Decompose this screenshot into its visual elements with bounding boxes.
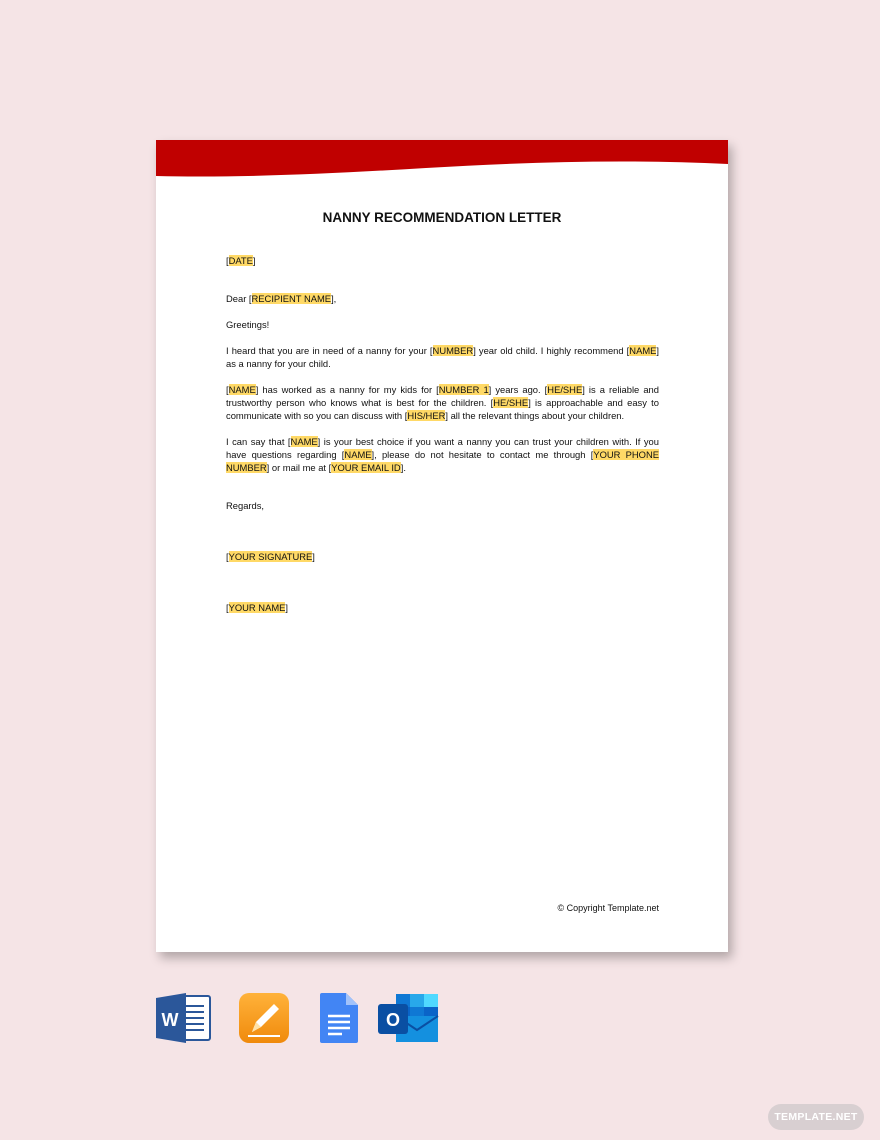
- outlook-letter: O: [385, 1010, 401, 1030]
- ms-word-icon[interactable]: [156, 992, 212, 1044]
- apple-pages-icon[interactable]: [238, 992, 290, 1044]
- ms-outlook-icon[interactable]: [378, 992, 440, 1044]
- name-placeholder: NAME: [629, 345, 657, 356]
- name-line: [YOUR NAME]: [226, 602, 288, 613]
- letter-page: [156, 140, 728, 952]
- heshe-placeholder: HE/SHE: [547, 384, 583, 395]
- heshe-placeholder: HE/SHE: [493, 397, 529, 408]
- greeting: Greetings!: [226, 319, 270, 330]
- name-placeholder: NAME: [344, 449, 372, 460]
- paragraph-1: I heard that you are in need of a nanny for your [NUMBER] year old child. I highly recommend [NAME] as a nanny for your child.: [226, 345, 659, 369]
- signature-placeholder: YOUR SIGNATURE: [228, 551, 313, 562]
- watermark-badge: TEMPLATE.NET: [768, 1104, 864, 1130]
- name-placeholder: NAME: [290, 436, 318, 447]
- letter-title: NANNY RECOMMENDATION LETTER: [322, 210, 562, 225]
- paragraph-3: I can say that [NAME] is your best choice if you want a nanny you can trust your children with. If you have questions regarding [NAME], please do not hesitate to contact me through [YOUR PHONE NUMBER] or mail me at [YOUR EMAIL ID].: [226, 436, 659, 473]
- google-docs-icon[interactable]: [318, 992, 360, 1044]
- date-placeholder: DATE: [228, 255, 253, 266]
- salutation: Dear [RECIPIENT NAME],: [226, 293, 337, 304]
- red-wave-banner: [156, 140, 728, 180]
- date-line: [DATE]: [226, 255, 256, 266]
- paragraph-2: [NAME] has worked as a nanny for my kids for [NUMBER 1] years ago. [HE/SHE] is a reliable and trustworthy person who knows what is best for the children. [HE/SHE] is approachable and easy to communicate with so you can discuss with [HIS/HER] all the relevant things about your children.: [226, 384, 659, 421]
- word-letter: W: [161, 1010, 179, 1030]
- your-name-placeholder: YOUR NAME: [228, 602, 286, 613]
- recipient-placeholder: RECIPIENT NAME: [251, 293, 332, 304]
- copyright-text: © Copyright Template.net: [557, 903, 659, 913]
- number-placeholder: NUMBER: [432, 345, 474, 356]
- hisher-placeholder: HIS/HER: [407, 410, 446, 421]
- signature-line: [YOUR SIGNATURE]: [226, 551, 315, 562]
- email-placeholder: YOUR EMAIL ID: [331, 462, 401, 473]
- phone-placeholder: YOUR PHONE NUMBER: [226, 449, 659, 473]
- number1-placeholder: NUMBER 1: [438, 384, 489, 395]
- name-placeholder: NAME: [228, 384, 256, 395]
- closing: Regards,: [226, 500, 265, 511]
